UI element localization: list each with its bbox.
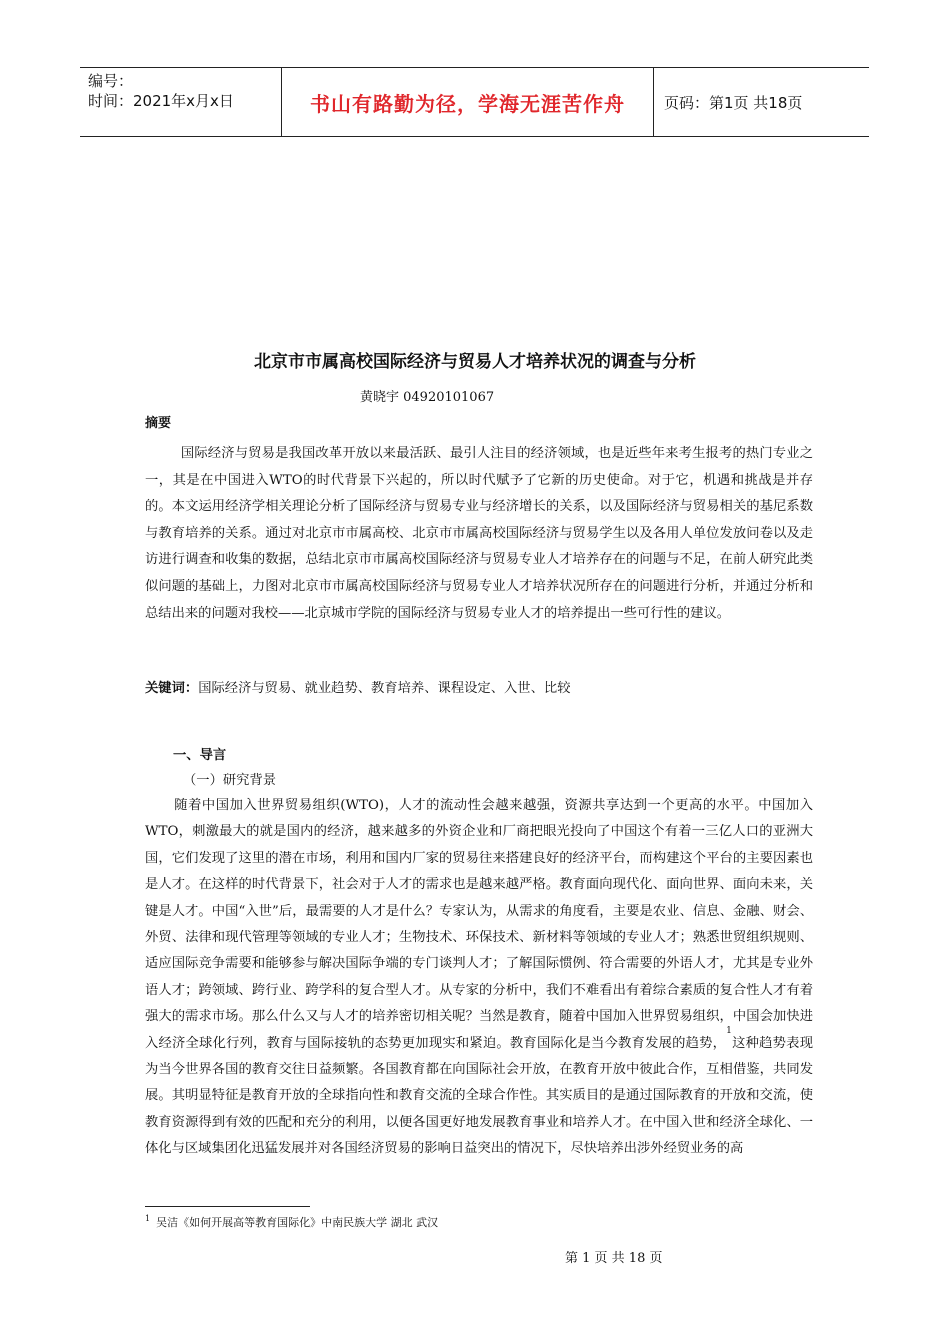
body-text-part2: 这种趋势表现为当今世界各国的教育交往日益频繁。各国教育都在向国际社会开放，在教育开放中彼此合作，互相借鉴，共同发展。其明显特征是教育开放的全球指向性和教育交流的全球合作性。其实质目的是通过国际教育的开放和交流，使教育资源得到有效的匹配和充分的利用，以便各国更好地发展教育事业和培养人才。在中国入世和经济全球化、一体化与区域集团化迅猛发展并对各国经济贸易的影响日益突出的情况下，尽快培养出涉外经贸业务的高 bbox=[145, 1035, 813, 1157]
footnote-divider bbox=[145, 1206, 310, 1207]
keywords-label: 关键词： bbox=[145, 681, 199, 696]
footnote-number: 1 bbox=[145, 1214, 151, 1224]
abstract-label: 摘要 bbox=[145, 416, 172, 431]
page-footer: 第 1 页 共 18 页 bbox=[565, 1251, 663, 1266]
section-heading: 一、导言 bbox=[173, 748, 227, 763]
keywords-text: 国际经济与贸易、就业趋势、教育培养、课程设定、入世、比较 bbox=[198, 681, 571, 696]
abstract-paragraph: 国际经济与贸易是我国改革开放以来最活跃、最引人注目的经济领域，也是近些年来考生报考的热门专业之一，其是在中国进入WTO的时代背景下兴起的，所以时代赋予了它新的历史使命。对于它，机遇和挑战是并存的。本文运用经济学相关理论分析了国际经济与贸易专业与经济增长的关系，以及国际经济与贸易相关的基尼系数与教育培养的关系。通过对北京市市属高校、北京市市属高校国际经济与贸易学生以及各用人单位发放问卷以及走访进行调查和收集的数据，总结北京市市属高校国际经济与贸易专业人才培养存在的问题与不足，在前人研究此类似问题的基础上，力图对北京市市属高校国际经济与贸易专业人才培养状况所存在的问题进行分析，并通过分析和总结出来的问题对我校——北京城市学院的国际经济与贸易专业人才的培养提出一些可行性的建议。 bbox=[145, 446, 813, 621]
header-motto: 书山有路勤为径，学海无涯苦作舟 bbox=[282, 68, 654, 136]
document-title: 北京市市属高校国际经济与贸易人才培养状况的调查与分析 bbox=[254, 352, 696, 372]
number-label: 编号： bbox=[88, 72, 134, 90]
footnote-reference[interactable]: 1 bbox=[726, 1025, 732, 1036]
header-page-info: 页码：第1页 共18页 bbox=[664, 93, 803, 112]
document-header-table bbox=[80, 67, 869, 137]
subsection-heading: （一）研究背景 bbox=[183, 773, 277, 788]
keywords-line bbox=[145, 677, 571, 696]
author-line: 黄晓宇 04920101067 bbox=[360, 390, 495, 405]
body-paragraph bbox=[145, 793, 813, 1163]
footnote bbox=[145, 1214, 438, 1230]
header-meta-cell bbox=[80, 68, 282, 136]
footnote-text: 吴洁《如何开展高等教育国际化》中南民族大学 湖北 武汉 bbox=[156, 1216, 439, 1229]
date-label: 时间：2021年x月x日 bbox=[88, 92, 234, 110]
body-text-part1: 随着中国加入世界贸易组织(WTO)，人才的流动性会越来越强，资源共享达到一个更高的水平。中国加入WTO，刺激最大的就是国内的经济，越来越多的外资企业和厂商把眼光投向了中国这个有着一三亿人口的亚洲大国，它们发现了这里的潜在市场，利用和国内厂家的贸易往来搭建良好的经济平台，而构建这个平台的主要因素也是人才。在这样的时代背景下，社会对于人才的需求也是越来越严格。教育面向现代化、面向世界、面向未来，关键是人才。中国“入世”后，最需要的人才是什么？专家认为，从需求的角度看，主要是农业、信息、金融、财会、外贸、法律和现代管理等领域的专业人才；生物技术、环保技术、新材料等领域的专业人才；熟悉世贸组织规则、适应国际竞争需要和能够参与解决国际争端的专门谈判人才；了解国际惯例、符合需要的外语人才，尤其是专业外语人才；跨领域、跨行业、跨学科的复合型人才。从专家的分析中，我们不难看出有着综合素质的复合性人才有着强大的需求市场。那么什么又与人才的培养密切相关呢？当然是教育，随着中国加入世界贸易组织，中国会加快进入经济全球化行列，教育与国际接轨的态势更加现实和紧迫。教育国际化是当今教育发展的趋势， bbox=[145, 798, 813, 1051]
